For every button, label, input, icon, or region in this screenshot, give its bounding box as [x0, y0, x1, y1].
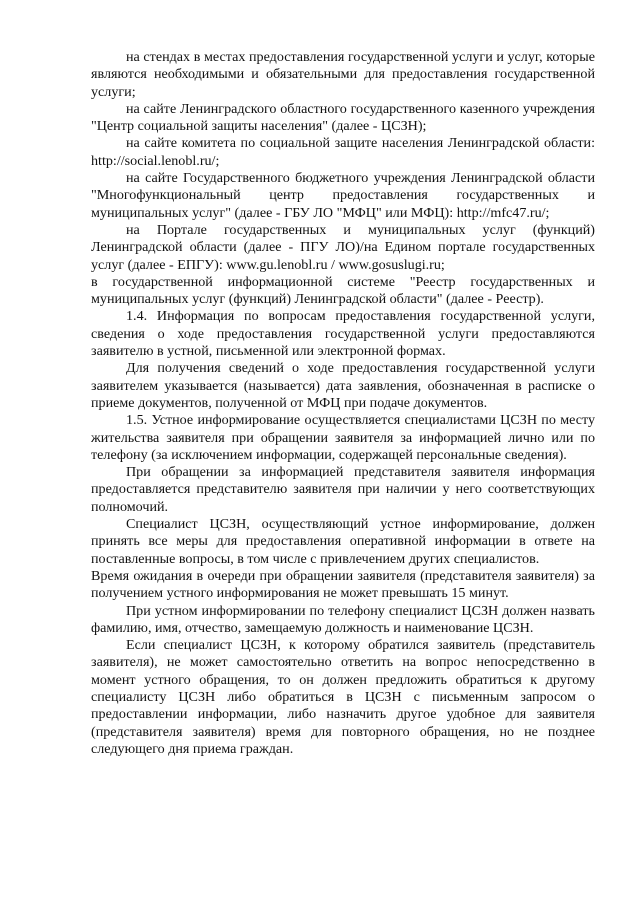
- paragraph: 1.5. Устное информирование осуществляется специалистами ЦСЗН по месту жительства заявителя при обращении заявителя за информацией лично или по телефону (за исключением информации, содержащей персональные сведения).: [91, 412, 595, 463]
- paragraph: Специалист ЦСЗН, осуществляющий устное информирование, должен принять все меры для предоставления оперативной информации в ответе на поставленные вопросы, в том числе с привлечением других специалистов.: [91, 516, 595, 567]
- paragraph: 1.4. Информация по вопросам предоставления государственной услуги, сведения о ходе предоставления государственной услуги предоставляются заявителю в устной, письменной или электронной формах.: [91, 308, 595, 360]
- paragraph: Время ожидания в очереди при обращении заявителя (представителя заявителя) за получением устного информирования не может превышать 15 минут.: [91, 567, 595, 602]
- paragraph: в государственной информационной системе "Реестр государственных и муниципальных услуг (функций) Ленинградской области" (далее - Реестр).: [91, 273, 595, 308]
- paragraph: на сайте Ленинградского областного государственного казенного учреждения "Центр социальной защиты населения" (далее - ЦСЗН);: [91, 100, 595, 135]
- paragraph: Для получения сведений о ходе предоставления государственной услуги заявителем указывается (называется) дата заявления, обозначенная в расписке о приеме документов, полученной от МФЦ при подаче документов.: [91, 360, 595, 411]
- paragraph: При устном информировании по телефону специалист ЦСЗН должен назвать фамилию, имя, отчество, замещаемую должность и наименование ЦСЗН.: [91, 602, 595, 636]
- paragraph: на сайте комитета по социальной защите населения Ленинградской области: http://social.lenobl.ru/;: [91, 135, 595, 169]
- paragraph: на Портале государственных и муниципальных услуг (функций) Ленинградской области (далее - ПГУ ЛО)/на Едином портале государственных услуг (далее - ЕПГУ): www.gu.lenobl.ru / www.gosuslugi.ru;: [91, 221, 595, 273]
- paragraph: на стендах в местах предоставления государственной услуги и услуг, которые являются необходимыми и обязательными для предоставления государственной услуги;: [91, 49, 595, 100]
- paragraph: на сайте Государственного бюджетного учреждения Ленинградской области "Многофункциональный центр предоставления государственных и муниципальных услуг" (далее - ГБУ ЛО "МФЦ" или МФЦ): http://mfc47.ru/;: [91, 170, 595, 221]
- paragraph: Если специалист ЦСЗН, к которому обратился заявитель (представитель заявителя), не может самостоятельно ответить на вопрос непосредственно в момент устного обращения, то он должен предложить обратиться к другому специалисту ЦСЗН либо обратиться в ЦСЗН с письменным запросом о предоставлении информации, либо назначить другое удобное для заявителя (представителя заявителя) время для повторного обращения, но не позднее следующего дня приема граждан.: [91, 637, 595, 757]
- paragraph: При обращении за информацией представителя заявителя информация предоставляется представителю заявителя при наличии у него соответствующих полномочий.: [91, 464, 595, 515]
